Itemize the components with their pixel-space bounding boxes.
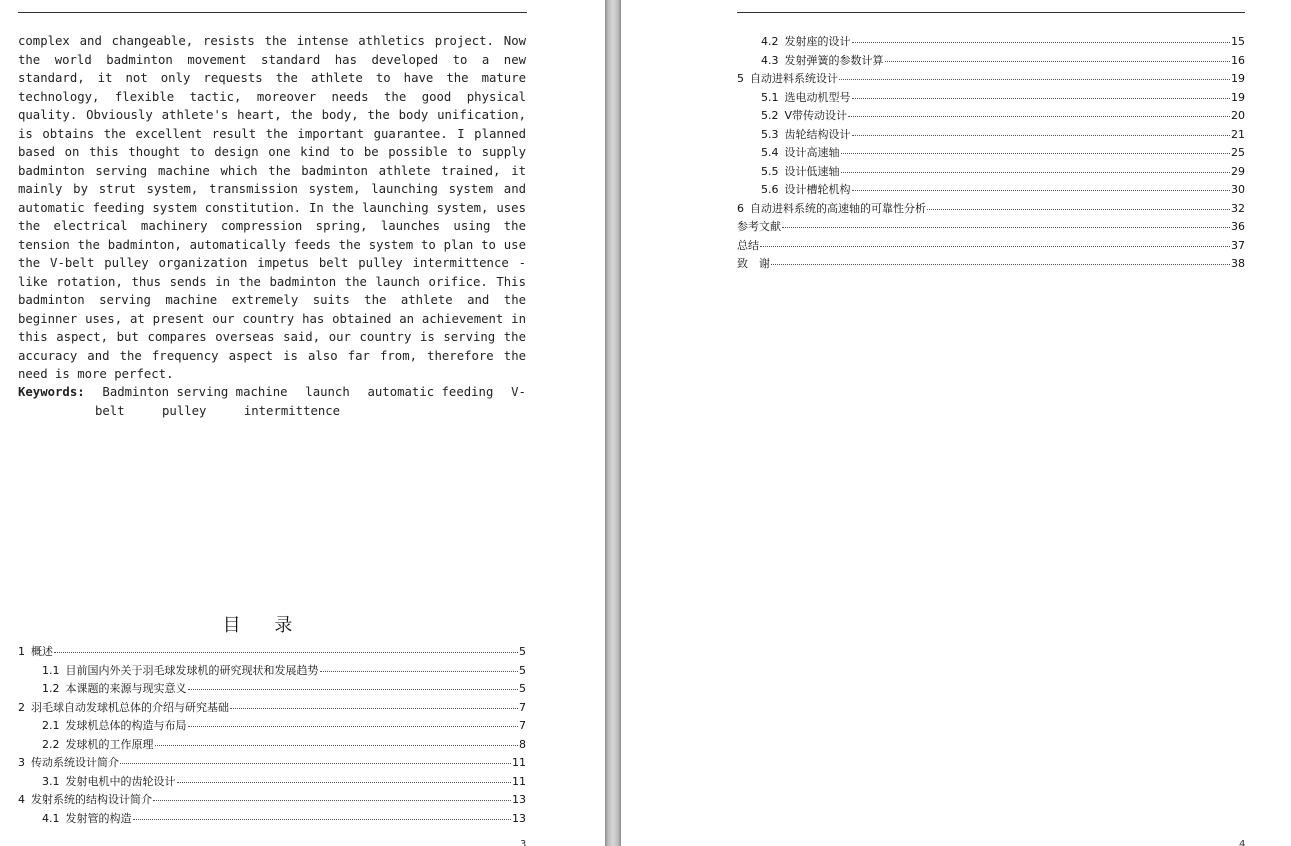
toc-entry-number: 5 bbox=[737, 72, 744, 85]
toc-entry[interactable] bbox=[737, 218, 1245, 237]
toc-entry-title: 设计低速轴 bbox=[784, 164, 840, 178]
toc-entry-number: 5.4 bbox=[761, 146, 779, 159]
toc-entry-title: 目前国内外关于羽毛球发球机的研究现状和发展趋势 bbox=[65, 663, 319, 677]
toc-entry-title: 本课题的来源与现实意义 bbox=[65, 682, 187, 695]
toc-entry-page: 5 bbox=[519, 645, 526, 658]
toc-entry-title: 发射座的设计 bbox=[784, 35, 851, 48]
toc-entry-number: 1 bbox=[18, 645, 25, 658]
toc-entry-number: 2.1 bbox=[42, 719, 60, 732]
toc-entry-title: 自动进料系统设计 bbox=[750, 72, 838, 85]
toc-leader-dots bbox=[848, 116, 1230, 117]
toc-entry-title: 发球机总体的构造与布局 bbox=[65, 719, 187, 732]
toc-leader-dots bbox=[852, 190, 1231, 191]
toc-entry-page: 30 bbox=[1231, 183, 1245, 196]
toc-entry[interactable] bbox=[737, 126, 1245, 145]
toc-entry[interactable] bbox=[737, 33, 1245, 52]
toc-entry[interactable] bbox=[18, 754, 526, 773]
document-page-left bbox=[0, 0, 605, 846]
toc-entry[interactable] bbox=[737, 144, 1245, 163]
toc-entry[interactable] bbox=[18, 736, 526, 755]
toc-entry-number: 2 bbox=[18, 700, 25, 714]
toc-entry-page: 38 bbox=[1231, 257, 1245, 270]
toc-entry[interactable] bbox=[18, 773, 526, 792]
toc-leader-dots bbox=[771, 264, 1230, 265]
toc-entry[interactable] bbox=[18, 717, 526, 736]
toc-leader-dots bbox=[320, 671, 519, 672]
toc-entry-title: V带传动设计 bbox=[784, 109, 848, 122]
toc-leader-dots bbox=[760, 246, 1230, 247]
toc-entry-page: 7 bbox=[519, 719, 526, 732]
toc-entry[interactable] bbox=[737, 181, 1245, 200]
toc-entry-title: 发球机的工作原理 bbox=[65, 737, 154, 751]
toc-leader-dots bbox=[155, 745, 519, 746]
table-of-contents bbox=[18, 643, 526, 828]
table-of-contents-continued bbox=[737, 33, 1245, 274]
toc-entry-number: 5.5 bbox=[761, 164, 779, 178]
toc-entry-number: 6 bbox=[737, 201, 744, 215]
toc-entry-page: 11 bbox=[512, 774, 526, 788]
keywords-line-continued: belt pulley intermittence bbox=[95, 403, 341, 418]
toc-entry-title: 设计高速轴 bbox=[784, 146, 840, 159]
toc-leader-dots bbox=[782, 227, 1230, 228]
toc-entry[interactable] bbox=[737, 52, 1245, 71]
toc-leader-dots bbox=[852, 98, 1231, 99]
abstract-text: complex and changeable, resists the intense athletics project. Now the world badminton movement standard has developed to a new standard, it not only requests the athlete to have the mature technology, flexible tactic, moreover needs the good physical quality. Obviously athlete's heart, the body, the body unification, is obtains the excellent result the important guarantee. I planned based on this thought to design one kind to be possible to supply badminton serving machine which the badminton athlete trained, it mainly by strut system, transmission system, launching system and automatic feeding system constitution. In the launching system, uses the electrical machinery compression spring, launches using the tension the badminton, automatically feeds the system to plan to use the V-belt pulley organization impetus belt pulley intermittence -like rotation, thus sends in the badminton the launch orifice. This badminton serving machine extremely suits the athlete and the beginner uses, at present our country has obtained an achievement in this aspect, but compares overseas said, our country is serving the accuracy and the frequency aspect is also far from, therefore the need is more perfect. bbox=[18, 34, 526, 381]
toc-entry[interactable] bbox=[18, 791, 526, 810]
toc-entry-number: 1.2 bbox=[42, 682, 60, 695]
toc-entry-title: 传动系统设计简介 bbox=[31, 756, 119, 769]
keywords-label: Keywords: bbox=[18, 385, 85, 399]
page-number: 3 bbox=[520, 839, 527, 846]
toc-entry-page: 25 bbox=[1231, 146, 1245, 159]
toc-leader-dots bbox=[177, 782, 512, 783]
toc-entry-page: 15 bbox=[1231, 35, 1245, 48]
toc-entry-page: 16 bbox=[1231, 53, 1245, 67]
toc-entry-number: 5.6 bbox=[761, 183, 779, 196]
toc-leader-dots bbox=[230, 708, 518, 709]
toc-leader-dots bbox=[153, 800, 511, 801]
toc-entry[interactable] bbox=[18, 662, 526, 681]
toc-entry-page: 36 bbox=[1231, 220, 1245, 233]
toc-leader-dots bbox=[54, 652, 518, 653]
toc-entry-page: 19 bbox=[1231, 90, 1245, 104]
toc-entry-title: 自动进料系统的高速轴的可靠性分析 bbox=[750, 201, 926, 215]
toc-entry-title: 发射管的构造 bbox=[65, 811, 132, 825]
toc-entry-number: 4 bbox=[18, 793, 25, 806]
toc-leader-dots bbox=[839, 79, 1230, 80]
toc-entry-page: 20 bbox=[1231, 109, 1245, 122]
page-number: 4 bbox=[1239, 839, 1246, 846]
toc-entry-number: 4.3 bbox=[761, 53, 779, 67]
toc-entry-page: 5 bbox=[519, 682, 526, 695]
toc-entry-number: 4.2 bbox=[761, 35, 779, 48]
toc-entry-page: 5 bbox=[519, 663, 526, 677]
toc-leader-dots bbox=[120, 763, 511, 764]
toc-entry-number: 5.2 bbox=[761, 109, 779, 122]
toc-entry-page: 13 bbox=[512, 793, 526, 806]
toc-entry-number: 3.1 bbox=[42, 774, 60, 788]
toc-entry-title: 发射电机中的齿轮设计 bbox=[65, 774, 176, 788]
toc-entry-number: 1.1 bbox=[42, 663, 60, 677]
toc-leader-dots bbox=[841, 153, 1231, 154]
header-rule bbox=[18, 12, 527, 13]
toc-entry[interactable] bbox=[737, 89, 1245, 108]
toc-entry-page: 21 bbox=[1231, 127, 1245, 141]
toc-entry-page: 11 bbox=[512, 756, 526, 769]
toc-leader-dots bbox=[852, 135, 1231, 136]
toc-entry-title: 概述 bbox=[31, 645, 53, 658]
toc-entry-number: 3 bbox=[18, 756, 25, 769]
toc-entry-number: 5.1 bbox=[761, 90, 779, 104]
toc-entry[interactable] bbox=[737, 255, 1245, 274]
toc-entry-number: 2.2 bbox=[42, 737, 60, 751]
keyword: V- bbox=[511, 385, 526, 399]
toc-entry[interactable] bbox=[737, 163, 1245, 182]
toc-entry[interactable] bbox=[737, 237, 1245, 256]
toc-entry-title: 总结 bbox=[737, 238, 759, 252]
toc-leader-dots bbox=[188, 726, 519, 727]
toc-entry-page: 8 bbox=[519, 737, 526, 751]
toc-entry-page: 19 bbox=[1231, 72, 1245, 85]
toc-entry-title: 发射系统的结构设计简介 bbox=[31, 793, 152, 806]
toc-entry-page: 13 bbox=[512, 811, 526, 825]
page-separator bbox=[605, 0, 621, 846]
keyword: automatic feeding bbox=[367, 385, 494, 399]
header-rule bbox=[737, 12, 1245, 13]
toc-entry-page: 37 bbox=[1231, 238, 1245, 252]
toc-leader-dots bbox=[841, 172, 1231, 173]
toc-entry-title: 羽毛球自动发球机总体的介绍与研究基础 bbox=[31, 700, 229, 714]
toc-entry[interactable] bbox=[18, 810, 526, 829]
keywords-block bbox=[18, 383, 526, 420]
toc-entry[interactable] bbox=[18, 680, 526, 699]
toc-leader-dots bbox=[927, 209, 1230, 210]
toc-entry-title: 选电动机型号 bbox=[784, 90, 851, 104]
toc-entry-page: 29 bbox=[1231, 164, 1245, 178]
toc-entry-page: 32 bbox=[1231, 201, 1245, 215]
toc-leader-dots bbox=[852, 42, 1231, 43]
toc-entry-title: 发射弹簧的参数计算 bbox=[784, 53, 884, 67]
toc-entry[interactable] bbox=[737, 200, 1245, 219]
toc-leader-dots bbox=[133, 819, 512, 820]
toc-leader-dots bbox=[885, 61, 1231, 62]
toc-entry-number: 5.3 bbox=[761, 127, 779, 141]
toc-entry[interactable] bbox=[737, 107, 1245, 126]
document-page-right bbox=[621, 0, 1291, 846]
toc-entry[interactable] bbox=[18, 643, 526, 662]
toc-entry-title: 参考文献 bbox=[737, 220, 781, 233]
keyword: launch bbox=[305, 385, 350, 399]
toc-entry-title: 齿轮结构设计 bbox=[784, 127, 851, 141]
toc-entry-number: 4.1 bbox=[42, 811, 60, 825]
toc-entry-title: 致 谢 bbox=[737, 257, 770, 270]
toc-entry-page: 7 bbox=[519, 700, 526, 714]
toc-entry[interactable] bbox=[737, 70, 1245, 89]
keywords-line bbox=[18, 383, 526, 402]
keyword: Badminton serving machine bbox=[102, 385, 288, 399]
toc-entry[interactable] bbox=[18, 699, 526, 718]
toc-title: 目 录 bbox=[222, 615, 307, 636]
toc-entry-title: 设计槽轮机构 bbox=[784, 183, 851, 196]
toc-leader-dots bbox=[188, 689, 519, 690]
